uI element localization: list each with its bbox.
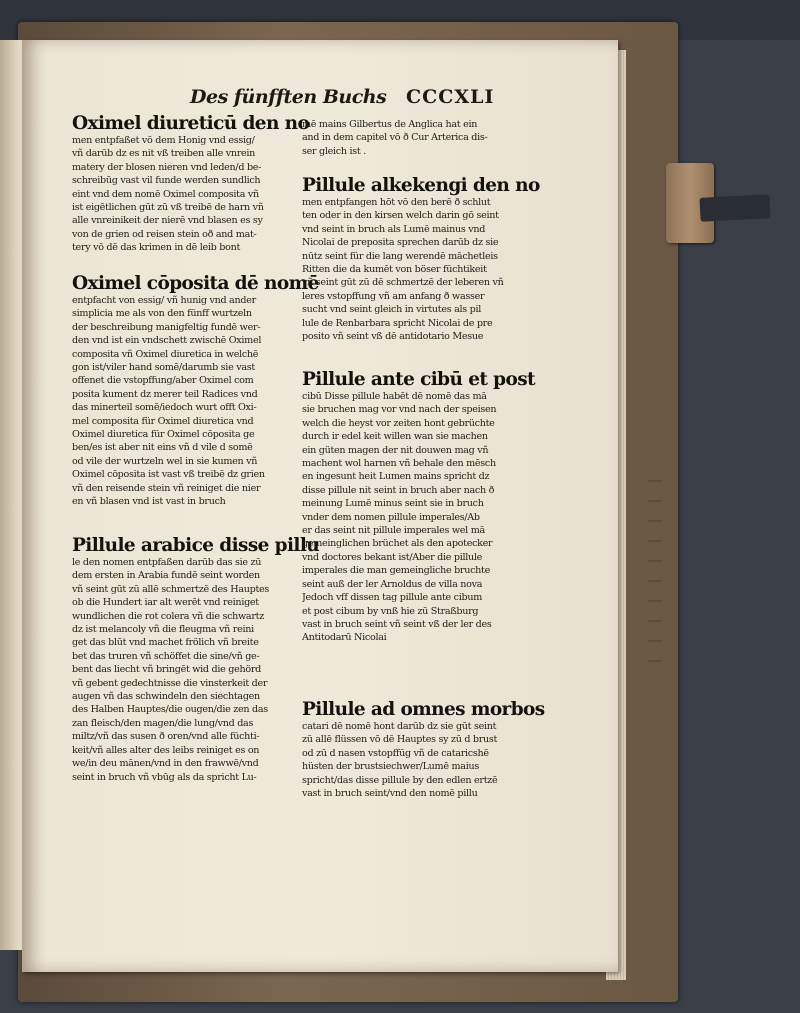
- text-line: meinung Lumē minus seint sie in bruch: [302, 498, 484, 510]
- entry-text: [302, 390, 530, 645]
- text-line: mel composita für Oximel diuretica vnd: [72, 415, 254, 427]
- entry-text: [72, 556, 294, 784]
- text-line: vñ den reisende stein vñ reiniget die nier: [72, 482, 261, 494]
- entry-continuation: [302, 118, 530, 158]
- text-line: en vñ blasen vnd ist vast in bruch: [72, 496, 226, 508]
- text-line: ten oder in den kirsen welch darin gō seint: [302, 210, 499, 222]
- text-line: get das blūt vnd machet frölich vñ breite: [72, 637, 259, 649]
- text-line: gemeinglichen brüchet als den apotecker: [302, 538, 493, 550]
- text-line: vñ seint gūt zū dē schmertzē der leberen vñ: [302, 277, 504, 289]
- text-line: Oximel cōposita ist vast vß treibē dz grien: [72, 469, 265, 481]
- text-line: mē mains Gilbertus de Anglica hat ein: [302, 119, 478, 130]
- text-line: spricht/das disse pillule by den edlen ertzē: [302, 774, 498, 786]
- text-line: dem ersten in Arabia fundē seint worden: [72, 570, 260, 582]
- entry-title: Pillule ante cibū et post: [302, 369, 535, 390]
- text-line: dz ist melancoly vñ die fleugma vñ reini: [72, 624, 254, 636]
- text-line: ein güten magen der nit douwen mag vñ: [302, 444, 489, 456]
- text-line: vnd doctores bekant ist/Aber die pillule: [302, 551, 483, 563]
- entry-pillule-arabice: [72, 535, 320, 784]
- text-line: Jedoch vff dissen tag pillule ante cibum: [302, 592, 483, 604]
- text-line: er das seint nit pillule imperales wel mā: [302, 525, 485, 537]
- entry-title: Pillule arabice disse pillu: [72, 535, 320, 556]
- entry-text: [72, 134, 294, 255]
- text-line: leres vstopffung vñ am anfang ð wasser: [302, 290, 485, 302]
- folio-number: CCCXLI: [406, 86, 495, 108]
- text-line: von de grien od reisen stein oð and mat-: [72, 228, 257, 240]
- page-header: [190, 86, 530, 114]
- text-line: le den nomen entpfaßen darūb das sie zū: [72, 557, 262, 568]
- text-line: od vile der wurtzeln wel in sie kumen vñ: [72, 455, 258, 467]
- text-line: gon ist/viler hand somē/darumb sie vast: [72, 362, 255, 374]
- entry-pillule-ad-omnes-morbos: [302, 699, 545, 800]
- text-line: en ingesunt heit Lumen mains spricht dz: [302, 471, 490, 483]
- text-line: schreibūg vast vil funde werden sundlich: [72, 175, 261, 187]
- text-line: imperales die man gemeingliche bruchte: [302, 565, 490, 577]
- text-line: lule de Renbarbara spricht Nicolai de pre: [302, 317, 493, 329]
- text-line: alle vnreinikeit der nierē vnd blasen es sy: [72, 215, 263, 227]
- text-line: sie bruchen mag vor vnd nach der speisen: [302, 404, 497, 416]
- text-line: hüsten der brustsiechwer/Lumē maius: [302, 761, 479, 773]
- text-line: welch die heyst vor zeiten hont gebrüchte: [302, 417, 495, 429]
- text-line: seint auß der ler Arnoldus de villa nova: [302, 578, 483, 590]
- text-line: men entpfangen hōt vō den berē ð schlut: [302, 197, 491, 208]
- text-line: den vnd ist ein vndschett zwischē Oximel: [72, 335, 262, 347]
- entry-text: [302, 118, 530, 158]
- entry-title: Pillule ad omnes morbos: [302, 699, 545, 720]
- text-line: vast in bruch seint/vnd den nomē pillu: [302, 788, 478, 800]
- text-line: Ritten die da kumēt von böser füchtikeit: [302, 264, 487, 276]
- text-line: miltz/vñ das susen ð oren/vnd alle füchti-: [72, 731, 260, 743]
- text-line: Oximel diuretica für Oximel cōposita ge: [72, 429, 255, 441]
- entry-text: [302, 196, 530, 343]
- text-line: et post cibum by vnß hie zū Straßburg: [302, 605, 479, 617]
- entry-text: [72, 294, 294, 509]
- text-line: bet das truren vñ schöffet die sine/vñ ge-: [72, 650, 260, 662]
- text-line: eint vnd dem nomē Oximel composita vñ: [72, 188, 259, 200]
- text-line: vñ seint gūt zū allē schmertzē des Hauptes: [72, 583, 270, 595]
- text-line: we/in deu mānen/vnd in den frawwē/vnd: [72, 758, 259, 770]
- text-line: das minerteil somē/iedoch wurt offt Oxi-: [72, 402, 257, 414]
- entry-text: [302, 720, 530, 800]
- text-line: zan fleisch/den magen/die lung/vnd das: [72, 717, 254, 729]
- text-line: simplicia me als von den fünff wurtzeln: [72, 308, 252, 320]
- text-line: od zū d nasen vstopffūg vñ de cataricshē: [302, 747, 489, 759]
- entry-title: Oximel diureticū den no: [72, 113, 310, 134]
- text-line: men entpfaßet vō dem Honig vnd essig/: [72, 135, 255, 146]
- text-line: tery vō dē das krimen in dē leib bont: [72, 242, 241, 254]
- entry-oximel-diureticum: [72, 113, 310, 255]
- text-line: entpfacht von essig/ vñ hunig vnd ander: [72, 295, 256, 306]
- text-line: posita kument dz merer teil Radices vnd: [72, 388, 258, 400]
- text-line: durch ir edel keit willen wan sie machen: [302, 431, 488, 443]
- text-line: Nicolai de preposita sprechen darūb dz sie: [302, 237, 499, 249]
- entry-pillule-alkekengi: [302, 175, 540, 343]
- text-line: ist eigētlichen gūt zū vß treibē de harn vñ: [72, 202, 264, 214]
- text-line: vast in bruch seint vñ seint vß der ler des: [302, 618, 492, 630]
- entry-title: Oximel cōposita dē nomē: [72, 273, 319, 294]
- text-line: offenet die vstopffung/aber Oximel com: [72, 375, 254, 387]
- text-line: nūtz seint für die lang werendē māchetleis: [302, 250, 498, 262]
- text-line: vñ gebent gedechtnisse die vinsterkeit der: [72, 677, 268, 689]
- entry-title: Pillule alkekengi den no: [302, 175, 540, 196]
- text-line: catari dē nomē hont darūb dz sie gūt seint: [302, 721, 497, 732]
- text-line: vnd seint in bruch als Lumē mainus vnd: [302, 223, 486, 235]
- text-line: augen vñ das schwindeln den siechtagen: [72, 691, 260, 703]
- text-line: posito vñ seint vß dē antidotario Mesue: [302, 331, 484, 343]
- entry-oximel-composita: [72, 273, 319, 509]
- text-line: ben/es ist aber nit eins vñ d vile d somē: [72, 442, 253, 454]
- text-line: der beschreibung manigfeltig fundē wer-: [72, 321, 261, 333]
- text-line: composita vñ Oximel diuretica in welchē: [72, 348, 259, 360]
- text-line: bent das liecht vñ bringēt wid die gehörd: [72, 664, 261, 676]
- text-line: and in dem capitel vō ð Cur Arterica dis-: [302, 132, 488, 144]
- text-line: seint in bruch vñ vbūg als da spricht Lu-: [72, 771, 257, 783]
- text-line: des Halben Hauptes/die ougen/die zen das: [72, 704, 268, 716]
- entry-pillule-ante-cibum: [302, 369, 535, 645]
- text-line: vñ darūb dz es nit vß treiben alle vnrein: [72, 148, 256, 160]
- clasp-strap: [699, 194, 770, 222]
- page-edge-stain: [648, 480, 662, 680]
- text-line: sucht vnd seint gleich in virtutes als pil: [302, 304, 482, 316]
- text-line: vnder dem nomen pillule imperales/Ab: [302, 511, 480, 523]
- text-line: ser gleich ist .: [302, 145, 366, 157]
- text-line: matery der blosen nieren vnd leden/d be-: [72, 161, 262, 173]
- text-line: wundlichen die rot colera vñ die schwartz: [72, 610, 264, 622]
- text-line: zū allē flüssen vō dē Hauptes sy zū d brust: [302, 734, 498, 746]
- text-line: machent wol harnen vñ behale den mēsch: [302, 458, 496, 470]
- text-line: ob die Hundert iar alt werēt vnd reiniget: [72, 597, 259, 609]
- text-line: disse pillule nit seint in bruch aber nach ð: [302, 484, 495, 496]
- running-head: Des fünfften Buchs: [190, 86, 387, 108]
- text-line: cibū Disse pillule habēt dē nomē das mā: [302, 391, 487, 402]
- text-line: Antitodarū Nicolai: [302, 632, 387, 644]
- text-line: keit/vñ alles alter des leibs reiniget es on: [72, 744, 260, 756]
